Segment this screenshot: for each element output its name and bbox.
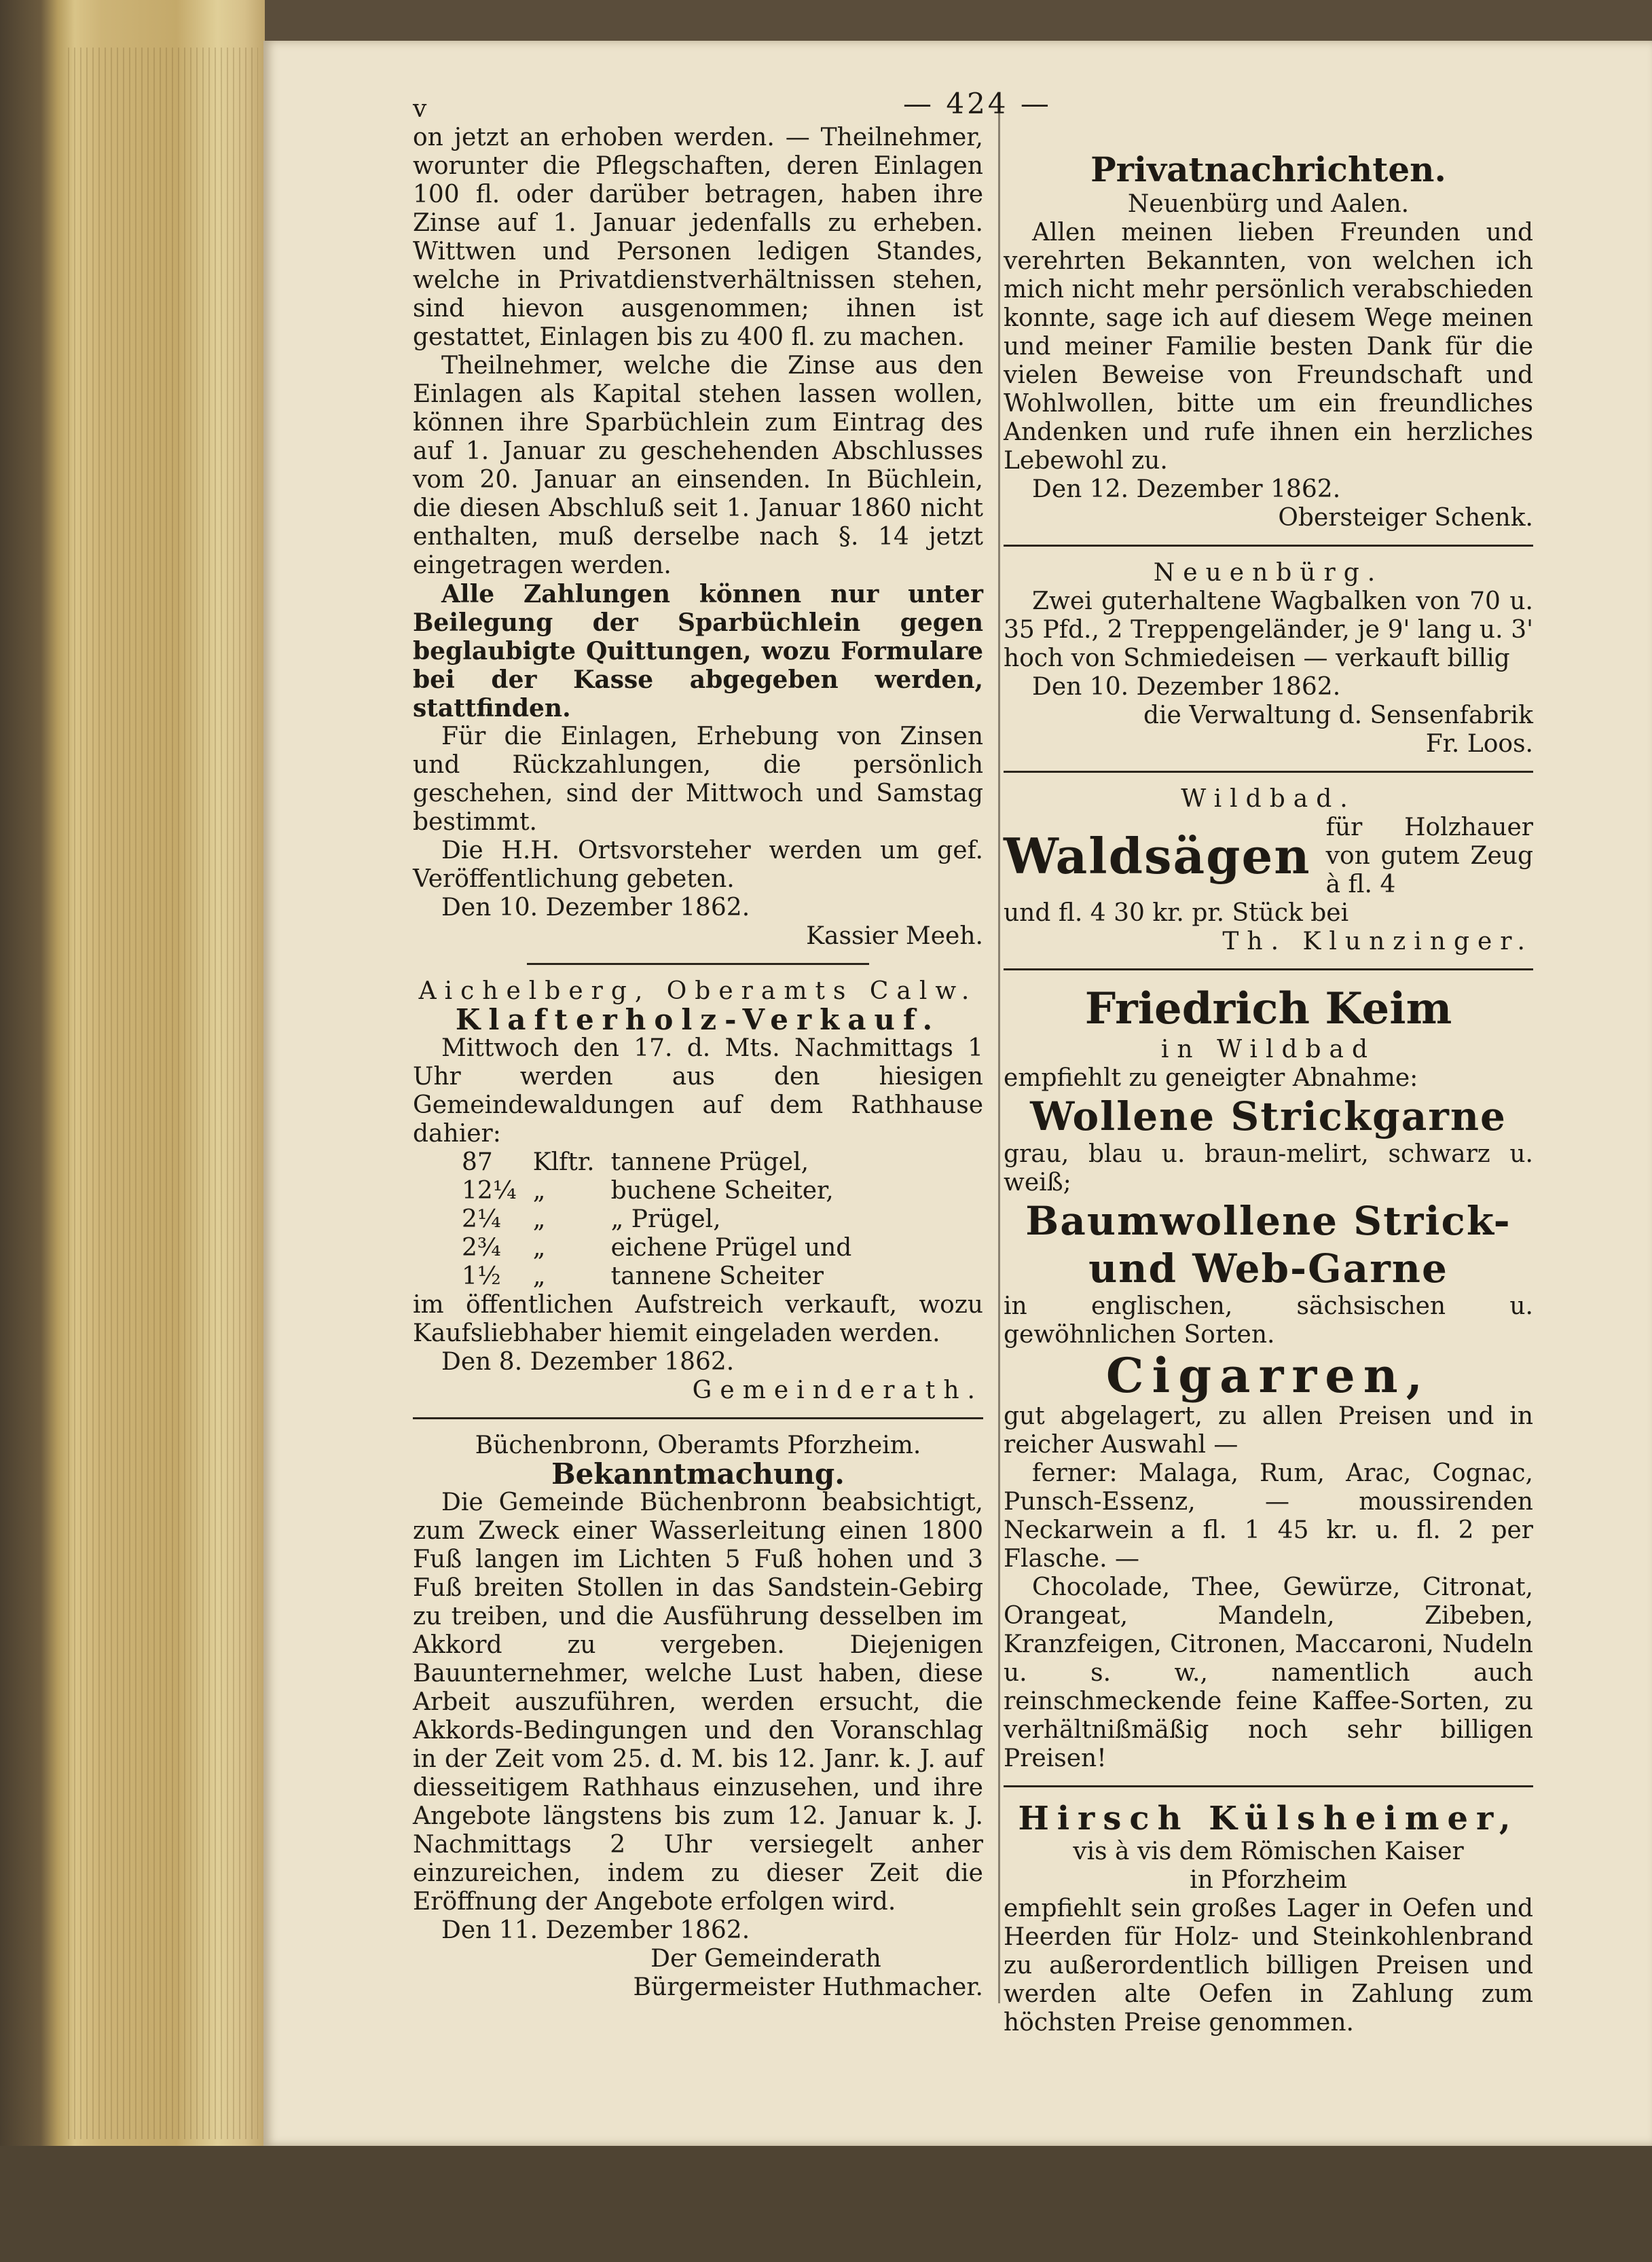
- item-desc: tannene Scheiter: [610, 1262, 824, 1290]
- savings-notice-date: Den 10. Dezember 1862.: [441, 894, 750, 922]
- firm-sub-kuelsheimer-1: vis à vis dem Römischen Kaiser: [1073, 1838, 1464, 1865]
- list-item: [454, 1205, 860, 1234]
- book-page-edges: [0, 0, 265, 2262]
- waldsaegen-side-text: für Holzhauer von gutem Zeug à fl. 4: [1325, 814, 1533, 898]
- item-unit: „: [532, 1177, 546, 1205]
- firm-sub-kuelsheimer-2: in Pforzheim: [1190, 1866, 1347, 1894]
- waldsaegen-title: Waldsägen: [1004, 827, 1311, 885]
- product-sub-baumwolle: in englischen, sächsischen u. gewöhnlichen Sorten.: [1004, 1292, 1533, 1349]
- ad-place-wildbad: Wildbad.: [1181, 785, 1356, 813]
- divider: [1004, 771, 1533, 773]
- colonial-goods-body: Chocolade, Thee, Gewürze, Citronat, Orangeat, Mandeln, Zibeben, Kranzfeigen, Citronen, Maccaroni, Nudeln u. s. w., namentlich auch reinschmeckende feine Kaffee-Sorten, zu verhältnißmäßig noch sehr billigen Preisen!: [1004, 1573, 1533, 1772]
- ad-place-aichelberg: Aichelberg, Oberamts Calw.: [418, 977, 978, 1005]
- item-unit: „: [532, 1205, 546, 1233]
- corner-mark: v: [413, 95, 427, 123]
- item-qty: 2¼: [462, 1205, 501, 1233]
- left-column: [413, 95, 983, 2002]
- waldsaegen-body: und fl. 4 30 kr. pr. Stück bei: [1004, 899, 1349, 927]
- product-heading-wolle: Wollene Strickgarne: [1030, 1093, 1507, 1139]
- divider: [1004, 545, 1533, 547]
- savings-notice-p4: Für die Einlagen, Erhebung von Zinsen und Rückzahlungen, die persönlich geschehen, sind der Mittwoch und Samstag bestimmt.: [413, 723, 983, 836]
- list-item: [454, 1262, 860, 1291]
- background-shadow: [0, 2146, 1652, 2262]
- waldsaegen-ad: [1004, 814, 1533, 899]
- item-unit: Klftr.: [532, 1148, 595, 1176]
- firm-place-keim: in Wildbad: [1160, 1036, 1376, 1063]
- klafterholz-body: im öffentlichen Aufstreich verkauft, wozu Kaufsliebhaber hiemit eingeladen werden.: [413, 1291, 983, 1347]
- list-item: [454, 1234, 860, 1262]
- savings-notice-p5: Die H.H. Ortsvorsteher werden um gef. Veröffentlichung gebeten.: [413, 837, 983, 893]
- item-unit: „: [532, 1262, 546, 1290]
- savings-notice-p3: Alle Zahlungen können nur unter Beilegung der Sparbüchlein gegen beglaubigte Quittungen, wozu Formulare bei der Kasse abgegeben werden, stattfinden.: [413, 580, 983, 723]
- item-desc: buchene Scheiter,: [610, 1177, 834, 1205]
- item-qty: 1½: [462, 1262, 501, 1290]
- bekanntmachung-date: Den 11. Dezember 1862.: [441, 1916, 750, 1944]
- klafterholz-intro: Mittwoch den 17. d. Mts. Nachmittags 1 Uhr werden aus den hiesigen Gemeindewaldungen auf dem Rathhause dahier:: [413, 1034, 983, 1148]
- bekanntmachung-sig-line2: Bürgermeister Huthmacher.: [633, 1973, 983, 2001]
- right-column: [1004, 149, 1533, 2037]
- wagbalken-body: Zwei guterhaltene Wagbalken von 70 u. 35 Pfd., 2 Treppengeländer, je 9' lang u. 3' hoch von Schmiedeisen — verkauft billig: [1004, 587, 1533, 672]
- item-qty: 87: [462, 1148, 493, 1176]
- product-heading-cigarren: Cigarren,: [1105, 1347, 1431, 1404]
- divider: [1004, 1785, 1533, 1787]
- farewell-signature: Obersteiger Schenk.: [1278, 504, 1533, 532]
- bekanntmachung-sig-line1: Der Gemeinderath: [650, 1945, 881, 1973]
- bekanntmachung-body: Die Gemeinde Büchenbronn beabsichtigt, zum Zweck einer Wasserleitung einen 1800 Fuß langen im Lichten 5 Fuß hohen und 3 Fuß breiten Stollen in das Sandstein-Gebirg zu treiben, und die Ausführung desselben im Akkord zu vergeben. Diejenigen Bauunternehmer, welche Lust haben, diese Arbeit auszuführen, werden ersucht, die Akkords-Bedingungen und den Voranschlag in der Zeit vom 25. d. M. bis 12. Janr. k. J. auf diesseitigem Rathhaus einzusehen, und ihre Angebote längstens bis zum 12. Januar k. J. Nachmittags 2 Uhr versiegelt anher einzureichen, indem zu dieser Zeit die Eröffnung der Angebote erfolgen wird.: [413, 1489, 983, 1916]
- ad-title-klafterholz: Klafterholz-Verkauf.: [455, 1003, 941, 1036]
- item-qty: 12¼: [462, 1177, 517, 1205]
- wagbalken-sig-line2: Fr. Loos.: [1425, 730, 1533, 758]
- ad-place-neuenbuerg-aalen: Neuenbürg und Aalen.: [1127, 190, 1410, 218]
- savings-notice-p1: on jetzt an erhoben werden. — Theilnehmer, worunter die Pflegschaften, deren Einlagen 100 fl. oder darüber betragen, haben ihre Zinse auf 1. Januar jedenfalls zu erheben. Wittwen und Personen ledigen Standes, welche in Privatdienstverhältnissen stehen, sind hievon ausgenommen; ihnen ist gestattet, Einlagen bis zu 400 fl. zu machen.: [413, 124, 983, 351]
- section-title-privatnachrichten: Privatnachrichten.: [1090, 149, 1446, 189]
- farewell-date: Den 12. Dezember 1862.: [1032, 475, 1341, 503]
- item-unit: „: [532, 1234, 546, 1262]
- farewell-body: Allen meinen lieben Freunden und verehrten Bekannten, von welchen ich mich nicht mehr persönlich verabschieden konnte, sage ich auf diesem Wege meinen und meiner Familie besten Dank für die vielen Beweise von Freundschaft und Wohlwollen, bitte um ein freundliches Andenken und rufe ihnen ein herzliches Lebewohl zu.: [1004, 219, 1533, 475]
- waldsaegen-signature: Th. Klunzinger.: [1222, 928, 1533, 955]
- divider: [527, 963, 869, 965]
- wagbalken-sig-line1: die Verwaltung d. Sensenfabrik: [1143, 701, 1533, 729]
- firm-name-keim: Friedrich Keim: [1084, 983, 1452, 1034]
- firm-name-kuelsheimer: Hirsch Külsheimer,: [1018, 1800, 1519, 1838]
- ad-place-buechenbronn: Büchenbronn, Oberamts Pforzheim.: [475, 1431, 921, 1459]
- wood-list: [454, 1148, 860, 1291]
- page-edge-lines: [68, 48, 258, 2139]
- item-desc: „ Prügel,: [610, 1205, 721, 1233]
- product-heading-baumwolle-2: und Web-Garne: [1088, 1245, 1448, 1292]
- item-qty: 2¾: [462, 1234, 501, 1262]
- divider: [413, 1417, 983, 1419]
- klafterholz-signature: Gemeinderath.: [692, 1376, 983, 1404]
- list-item: [454, 1148, 860, 1177]
- klafterholz-date: Den 8. Dezember 1862.: [441, 1348, 735, 1376]
- page-number: — 424 —: [903, 87, 1052, 120]
- item-desc: eichene Prügel und: [610, 1234, 852, 1262]
- divider: [1004, 968, 1533, 970]
- product-sub-wolle: grau, blau u. braun-melirt, schwarz u. weiß;: [1004, 1140, 1533, 1197]
- cigarren-body: gut abgelagert, zu allen Preisen und in reicher Auswahl —: [1004, 1402, 1533, 1459]
- wagbalken-date: Den 10. Dezember 1862.: [1032, 673, 1341, 701]
- savings-notice-p2: Theilnehmer, welche die Zinse aus den Einlagen als Kapital stehen lassen wollen, können ihre Sparbüchlein zum Eintrag des auf 1. Januar zu geschehenden Abschlusses vom 20. Januar an einsenden. In Büchlein, die diesen Abschluß seit 1. Januar 1860 nicht enthalten, muß derselbe nach §. 14 jetzt eingetragen werden.: [413, 352, 983, 579]
- ad-place-neuenbuerg: Neuenbürg.: [1153, 559, 1384, 587]
- item-desc: tannene Prügel,: [610, 1148, 809, 1176]
- list-item: [454, 1177, 860, 1205]
- firm-intro-keim: empfiehlt zu geneigter Abnahme:: [1004, 1064, 1418, 1092]
- column-divider: [998, 109, 1000, 2003]
- ad-title-bekanntmachung: Bekanntmachung.: [551, 1457, 845, 1491]
- savings-notice-signature: Kassier Meeh.: [806, 922, 983, 950]
- oefen-body: empfiehlt sein großes Lager in Oefen und Heerden für Holz- und Steinkohlenbrand zu außerordentlich billigen Preisen und werden alte Oefen in Zahlung zum höchsten Preise genommen.: [1004, 1895, 1533, 2037]
- product-heading-baumwolle-1: Baumwollene Strick-: [1025, 1198, 1511, 1244]
- ferner-body: ferner: Malaga, Rum, Arac, Cognac, Punsch-Essenz, — moussirenden Neckarwein a fl. 1 45 kr. u. fl. 2 per Flasche. —: [1004, 1459, 1533, 1573]
